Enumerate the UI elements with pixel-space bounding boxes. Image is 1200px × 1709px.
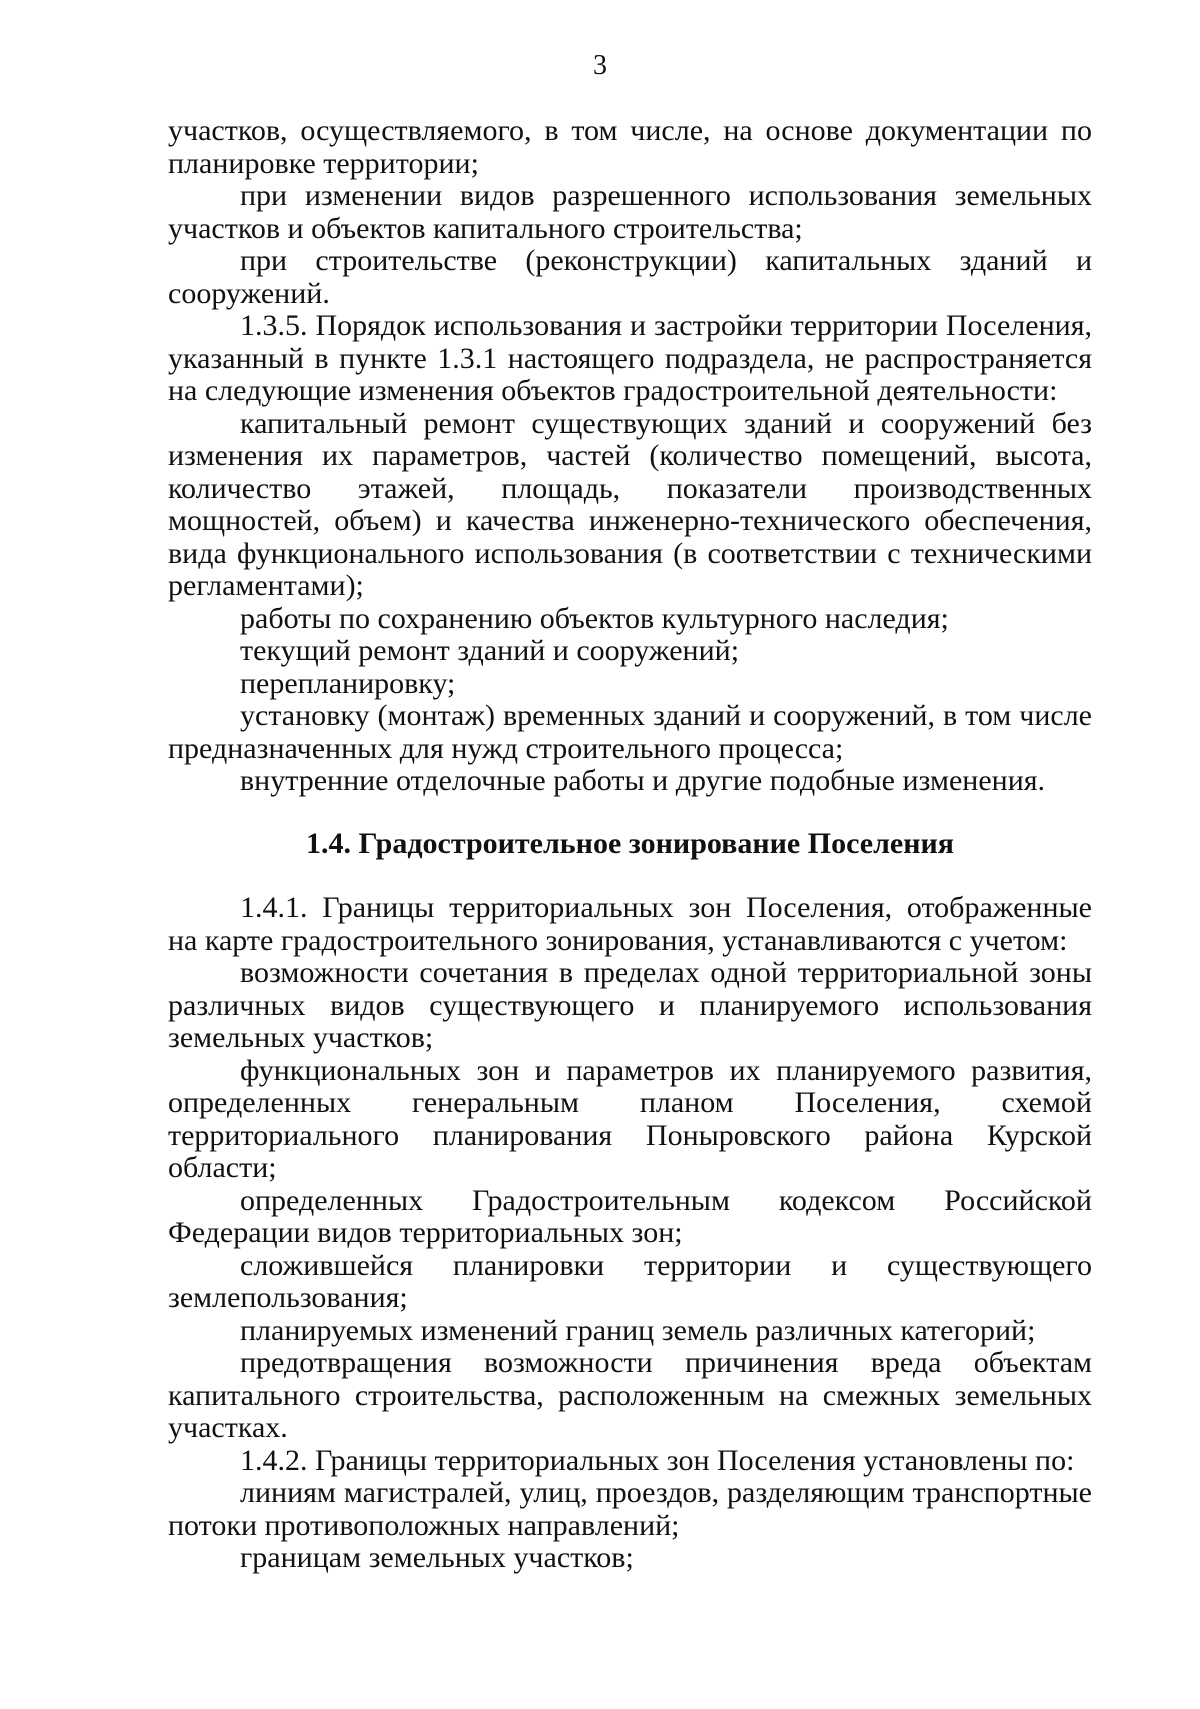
paragraph: при строительстве (реконструкции) капитальных зданий и сооружений.	[168, 244, 1092, 310]
paragraph: капитальный ремонт существующих зданий и сооружений без изменения их параметров, частей (количество помещений, высота, количество этажей, площадь, показатели производственных мощностей, объем) и качества инженерно-технического обеспечения, вида функционального использования (в соответствии с техническими регламентами);	[168, 406, 1092, 602]
paragraph: 1.4.2. Границы территориальных зон Поселения установлены по:	[240, 1443, 1075, 1477]
paragraph: при изменении видов разрешенного использования земельных участков и объектов капитального строительства;	[168, 179, 1092, 245]
paragraph: участков, осуществляемого, в том числе, на основе документации по планировке территории;	[168, 114, 1092, 180]
paragraph: границам земельных участков;	[240, 1541, 634, 1574]
paragraph: 1.4.1. Границы территориальных зон Поселения, отображенные на карте градостроительного зонирования, устанавливаются с учетом:	[168, 891, 1092, 957]
paragraph: линиям магистралей, улиц, проездов, разделяющим транспортные потоки противоположных направлений;	[168, 1476, 1092, 1542]
paragraph: предотвращения возможности причинения вреда объектам капитального строительства, расположенным на смежных земельных участках.	[168, 1346, 1092, 1444]
paragraph: перепланировку;	[240, 666, 456, 700]
paragraph: текущий ремонт зданий и сооружений;	[240, 634, 740, 667]
paragraph: планируемых изменений границ земель различных категорий;	[240, 1313, 1036, 1347]
paragraph: внутренние отделочные работы и другие подобные изменения.	[240, 764, 1046, 797]
paragraph: функциональных зон и параметров их планируемого развития, определенных генеральным планом Поселения, схемой территориального планирования Поныровского района Курской области;	[168, 1053, 1092, 1184]
paragraph: установку (монтаж) временных зданий и сооружений, в том числе предназначенных для нужд строительного процесса;	[168, 699, 1092, 765]
section-heading: 1.4. Градостроительное зонирование Поселения	[305, 826, 955, 860]
paragraph: сложившейся планировки территории и существующего землепользования;	[168, 1248, 1092, 1314]
paragraph: 1.3.5. Порядок использования и застройки территории Поселения, указанный в пункте 1.3.1 настоящего подраздела, не распространяется на следующие изменения объектов градостроительной деятельности:	[168, 309, 1092, 407]
paragraph: определенных Градостроительным кодексом Российской Федерации видов территориальных зон;	[168, 1183, 1092, 1249]
document-body	[168, 115, 1092, 1575]
page-number: 3	[593, 50, 607, 81]
paragraph: возможности сочетания в пределах одной территориальной зоны различных видов существующего и планируемого использования земельных участков;	[168, 956, 1092, 1054]
paragraph: работы по сохранению объектов культурного наследия;	[240, 601, 949, 635]
